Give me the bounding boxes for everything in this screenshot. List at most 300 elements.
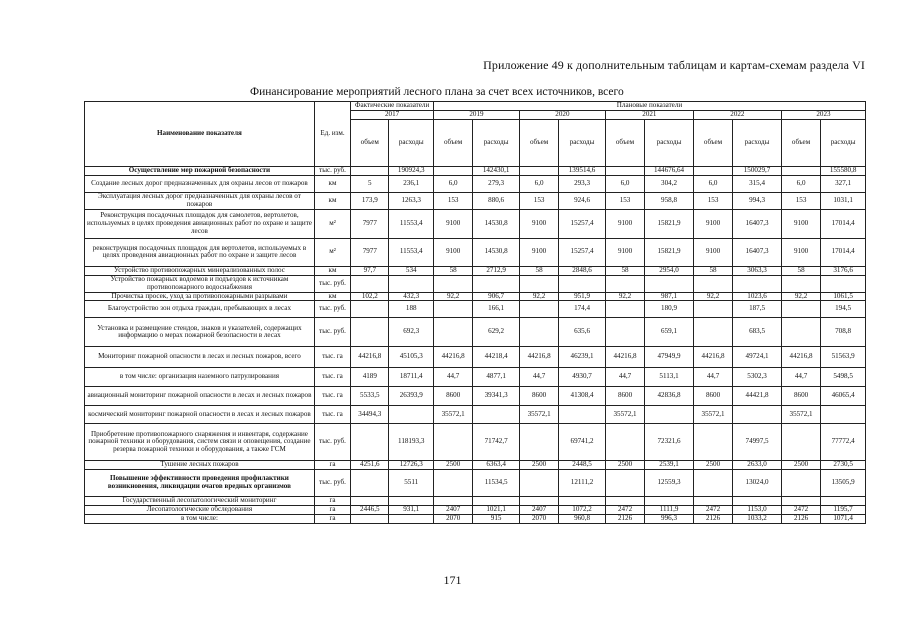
cell-expense: 174,4 — [559, 301, 606, 318]
cell-expense: 15257,4 — [559, 209, 606, 238]
cell-expense: 69741,2 — [559, 424, 606, 461]
cell-expense: 3063,3 — [733, 266, 782, 275]
cell-expense: 2712,9 — [473, 266, 520, 275]
header-planned: Плановые показатели — [433, 102, 865, 111]
cell-volume: 34494,3 — [351, 406, 389, 424]
cell-volume: 6,0 — [781, 175, 820, 192]
cell-volume — [605, 318, 644, 347]
cell-volume: 44216,8 — [605, 347, 644, 368]
header-unit: Ед. изм. — [314, 102, 350, 167]
cell-volume: 44,7 — [693, 368, 732, 387]
cell-expense: 4930,7 — [559, 368, 606, 387]
cell-volume: 2472 — [605, 505, 644, 514]
header-volume: объем — [693, 120, 732, 167]
row-indicator-name: реконструкция посадочных площадок для вертолетов, используемых в целях проведения авиационных работ по охране и защите лесов — [85, 238, 315, 266]
row-unit: га — [314, 505, 350, 514]
table-row — [85, 275, 866, 292]
row-indicator-name: Прочистка просек, уход за противопожарными разрывами — [85, 292, 315, 301]
row-unit: тыс. руб. — [314, 275, 350, 292]
cell-volume — [519, 301, 558, 318]
cell-expense: 1061,5 — [821, 292, 866, 301]
table-row — [85, 167, 866, 176]
row-unit: м² — [314, 238, 350, 266]
cell-expense: 2448,5 — [559, 461, 606, 470]
header-volume: объем — [605, 120, 644, 167]
cell-volume: 92,2 — [605, 292, 644, 301]
cell-expense: 44421,8 — [733, 387, 782, 406]
cell-volume: 173,9 — [351, 192, 389, 209]
header-actual: Фактические показатели — [351, 102, 434, 111]
cell-volume: 35572,1 — [693, 406, 732, 424]
cell-volume — [519, 497, 558, 506]
cell-volume: 9100 — [605, 209, 644, 238]
cell-volume: 6,0 — [519, 175, 558, 192]
cell-expense: 692,3 — [389, 318, 434, 347]
cell-expense: 987,1 — [645, 292, 694, 301]
cell-volume: 153 — [605, 192, 644, 209]
cell-volume — [433, 318, 472, 347]
cell-expense — [473, 497, 520, 506]
cell-expense: 150029,7 — [733, 167, 782, 176]
cell-expense: 304,2 — [645, 175, 694, 192]
header-volume: объем — [519, 120, 558, 167]
table-row — [85, 238, 866, 266]
cell-volume — [351, 275, 389, 292]
cell-volume: 9100 — [519, 238, 558, 266]
cell-expense — [559, 275, 606, 292]
row-unit: тыс. руб. — [314, 318, 350, 347]
cell-volume: 9100 — [519, 209, 558, 238]
cell-volume: 2070 — [519, 514, 558, 523]
table-row — [85, 461, 866, 470]
header-volume: объем — [351, 120, 389, 167]
row-unit: тыс. руб. — [314, 167, 350, 176]
cell-volume — [351, 497, 389, 506]
cell-expense — [389, 275, 434, 292]
row-indicator-name: Осуществление мер пожарной безопасности — [85, 167, 315, 176]
cell-volume — [605, 497, 644, 506]
cell-expense: 951,9 — [559, 292, 606, 301]
table-row — [85, 192, 866, 209]
cell-expense: 49724,1 — [733, 347, 782, 368]
cell-volume — [519, 318, 558, 347]
cell-expense: 915 — [473, 514, 520, 523]
cell-volume: 35572,1 — [781, 406, 820, 424]
cell-volume: 2500 — [433, 461, 472, 470]
cell-volume: 2126 — [693, 514, 732, 523]
cell-expense: 4877,1 — [473, 368, 520, 387]
cell-expense: 74997,5 — [733, 424, 782, 461]
cell-volume: 2126 — [605, 514, 644, 523]
cell-volume — [693, 424, 732, 461]
cell-expense: 1071,4 — [821, 514, 866, 523]
row-indicator-name: Мониторинг пожарной опасности в лесах и лесных пожаров, всего — [85, 347, 315, 368]
row-unit: га — [314, 461, 350, 470]
cell-volume — [351, 514, 389, 523]
cell-expense: 659,1 — [645, 318, 694, 347]
cell-volume: 2407 — [519, 505, 558, 514]
cell-expense — [733, 497, 782, 506]
cell-volume: 35572,1 — [519, 406, 558, 424]
cell-expense: 958,8 — [645, 192, 694, 209]
cell-expense: 1111,9 — [645, 505, 694, 514]
cell-expense: 18711,4 — [389, 368, 434, 387]
header-year-2017: 2017 — [351, 111, 434, 120]
cell-volume: 2070 — [433, 514, 472, 523]
cell-volume: 153 — [693, 192, 732, 209]
cell-expense: 708,8 — [821, 318, 866, 347]
cell-expense: 2954,0 — [645, 266, 694, 275]
cell-volume — [351, 301, 389, 318]
header-expense: расходы — [821, 120, 866, 167]
cell-expense: 1263,3 — [389, 192, 434, 209]
table-row — [85, 387, 866, 406]
cell-volume: 8600 — [693, 387, 732, 406]
row-unit: тыс. га — [314, 387, 350, 406]
cell-expense: 13505,9 — [821, 470, 866, 497]
table-row — [85, 301, 866, 318]
row-indicator-name: Повышение эффективности проведения профилактики возникновения, ликвидации очагов вредных организмов — [85, 470, 315, 497]
cell-volume: 153 — [781, 192, 820, 209]
cell-volume: 58 — [519, 266, 558, 275]
cell-volume: 8600 — [433, 387, 472, 406]
cell-volume: 9100 — [433, 238, 472, 266]
cell-volume: 6,0 — [433, 175, 472, 192]
cell-expense: 2539,1 — [645, 461, 694, 470]
cell-expense: 5113,1 — [645, 368, 694, 387]
cell-volume: 9100 — [781, 238, 820, 266]
cell-expense: 45105,3 — [389, 347, 434, 368]
cell-expense: 1195,7 — [821, 505, 866, 514]
cell-volume — [433, 275, 472, 292]
cell-volume: 44216,8 — [519, 347, 558, 368]
cell-volume: 2446,5 — [351, 505, 389, 514]
cell-volume — [433, 167, 472, 176]
row-indicator-name: Реконструкция посадочных площадок для самолетов, вертолетов, используемых в целях проведения авиационных работ по охране и защите лесов — [85, 209, 315, 238]
cell-volume: 44,7 — [781, 368, 820, 387]
financing-table — [84, 101, 866, 524]
header-year-2023: 2023 — [781, 111, 865, 120]
row-unit: тыс. руб. — [314, 424, 350, 461]
cell-expense: 194,5 — [821, 301, 866, 318]
header-indicator-name: Наименование показателя — [85, 102, 315, 167]
cell-volume — [693, 275, 732, 292]
cell-expense: 13024,0 — [733, 470, 782, 497]
cell-volume — [781, 424, 820, 461]
cell-expense: 180,9 — [645, 301, 694, 318]
cell-expense: 880,6 — [473, 192, 520, 209]
table-row — [85, 514, 866, 523]
cell-expense: 279,3 — [473, 175, 520, 192]
cell-expense: 2730,5 — [821, 461, 866, 470]
cell-expense: 47949,9 — [645, 347, 694, 368]
cell-expense: 2633,0 — [733, 461, 782, 470]
cell-expense: 77772,4 — [821, 424, 866, 461]
table-row — [85, 347, 866, 368]
cell-volume: 58 — [693, 266, 732, 275]
cell-expense: 16407,3 — [733, 209, 782, 238]
cell-volume: 58 — [781, 266, 820, 275]
cell-volume: 9100 — [433, 209, 472, 238]
cell-volume — [781, 497, 820, 506]
cell-volume: 97,7 — [351, 266, 389, 275]
header-year-2021: 2021 — [605, 111, 693, 120]
cell-expense: 26393,9 — [389, 387, 434, 406]
cell-expense — [733, 275, 782, 292]
cell-expense: 12726,3 — [389, 461, 434, 470]
cell-volume — [781, 167, 820, 176]
cell-volume: 2472 — [693, 505, 732, 514]
cell-expense: 39341,3 — [473, 387, 520, 406]
cell-expense: 51563,9 — [821, 347, 866, 368]
header-volume: объем — [433, 120, 472, 167]
cell-volume: 44216,8 — [781, 347, 820, 368]
header-expense: расходы — [645, 120, 694, 167]
cell-expense: 17014,4 — [821, 209, 866, 238]
cell-expense: 11553,4 — [389, 238, 434, 266]
cell-volume — [519, 167, 558, 176]
cell-volume: 5533,5 — [351, 387, 389, 406]
cell-expense: 960,8 — [559, 514, 606, 523]
cell-expense: 5498,5 — [821, 368, 866, 387]
cell-expense: 46239,1 — [559, 347, 606, 368]
table-row — [85, 292, 866, 301]
cell-expense — [821, 275, 866, 292]
cell-volume — [519, 470, 558, 497]
cell-expense: 15821,9 — [645, 238, 694, 266]
row-unit: тыс. га — [314, 406, 350, 424]
cell-volume — [351, 318, 389, 347]
cell-expense: 118193,3 — [389, 424, 434, 461]
cell-expense: 931,1 — [389, 505, 434, 514]
cell-volume: 2500 — [605, 461, 644, 470]
cell-expense: 1072,2 — [559, 505, 606, 514]
cell-volume: 4189 — [351, 368, 389, 387]
row-indicator-name: Государственный лесопатологический мониторинг — [85, 497, 315, 506]
cell-expense: 1031,1 — [821, 192, 866, 209]
cell-expense — [645, 497, 694, 506]
table-row — [85, 368, 866, 387]
header-expense: расходы — [473, 120, 520, 167]
cell-expense — [821, 406, 866, 424]
row-unit: тыс. га — [314, 347, 350, 368]
row-unit: км — [314, 292, 350, 301]
table-row — [85, 406, 866, 424]
cell-volume — [519, 424, 558, 461]
cell-expense: 11553,4 — [389, 209, 434, 238]
cell-volume — [693, 497, 732, 506]
row-indicator-name: в том числе: организация наземного патрулирования — [85, 368, 315, 387]
cell-volume: 44216,8 — [351, 347, 389, 368]
cell-volume: 35572,1 — [605, 406, 644, 424]
cell-volume: 9100 — [693, 238, 732, 266]
cell-volume — [693, 470, 732, 497]
row-unit: тыс. руб. — [314, 301, 350, 318]
cell-expense — [389, 406, 434, 424]
row-indicator-name: Благоустройство зон отдыха граждан, пребывающих в лесах — [85, 301, 315, 318]
header-expense: расходы — [733, 120, 782, 167]
cell-volume — [781, 318, 820, 347]
cell-volume — [605, 424, 644, 461]
cell-expense: 236,1 — [389, 175, 434, 192]
cell-expense — [389, 497, 434, 506]
cell-expense: 629,2 — [473, 318, 520, 347]
appendix-caption: Приложение 49 к дополнительным таблицам и картам-схемам раздела VI — [483, 58, 865, 72]
table-row — [85, 505, 866, 514]
cell-volume — [781, 275, 820, 292]
cell-expense: 1033,2 — [733, 514, 782, 523]
cell-volume: 44,7 — [433, 368, 472, 387]
page-number: 171 — [443, 573, 462, 587]
cell-volume: 4251,6 — [351, 461, 389, 470]
cell-expense: 534 — [389, 266, 434, 275]
cell-expense — [645, 406, 694, 424]
header-year-2020: 2020 — [519, 111, 605, 120]
row-indicator-name: Приобретение противопожарного снаряжения и инвентаря, содержание пожарной техники и оборудования, систем связи и оповещения, создание резерва пожарной техники и оборудования, а также ГСМ — [85, 424, 315, 461]
cell-volume: 44,7 — [519, 368, 558, 387]
cell-volume — [605, 470, 644, 497]
cell-volume: 2126 — [781, 514, 820, 523]
cell-expense: 996,3 — [645, 514, 694, 523]
cell-volume: 7977 — [351, 238, 389, 266]
cell-volume — [351, 470, 389, 497]
cell-volume — [605, 275, 644, 292]
cell-volume: 6,0 — [605, 175, 644, 192]
cell-volume: 8600 — [519, 387, 558, 406]
cell-expense: 994,3 — [733, 192, 782, 209]
cell-expense: 166,1 — [473, 301, 520, 318]
cell-volume: 2500 — [519, 461, 558, 470]
cell-expense: 187,5 — [733, 301, 782, 318]
header-volume: объем — [781, 120, 820, 167]
cell-expense: 139514,6 — [559, 167, 606, 176]
cell-volume — [433, 497, 472, 506]
header-expense: расходы — [389, 120, 434, 167]
cell-volume: 9100 — [693, 209, 732, 238]
cell-expense: 142430,1 — [473, 167, 520, 176]
cell-volume: 35572,1 — [433, 406, 472, 424]
cell-volume — [693, 167, 732, 176]
cell-volume: 153 — [519, 192, 558, 209]
row-unit: га — [314, 514, 350, 523]
cell-volume: 8600 — [605, 387, 644, 406]
cell-expense: 635,6 — [559, 318, 606, 347]
cell-expense: 1023,6 — [733, 292, 782, 301]
cell-volume: 102,2 — [351, 292, 389, 301]
cell-volume — [433, 301, 472, 318]
cell-expense: 46065,4 — [821, 387, 866, 406]
cell-expense — [389, 514, 434, 523]
cell-expense: 432,3 — [389, 292, 434, 301]
table-body — [85, 167, 866, 524]
cell-expense: 5302,3 — [733, 368, 782, 387]
cell-expense: 41308,4 — [559, 387, 606, 406]
cell-expense — [821, 497, 866, 506]
cell-volume — [781, 470, 820, 497]
cell-expense: 12559,3 — [645, 470, 694, 497]
table-row — [85, 470, 866, 497]
cell-volume — [693, 318, 732, 347]
row-indicator-name: Тушение лесных пожаров — [85, 461, 315, 470]
cell-expense: 188 — [389, 301, 434, 318]
table-row — [85, 266, 866, 275]
cell-volume: 7977 — [351, 209, 389, 238]
cell-expense — [559, 406, 606, 424]
row-unit: км — [314, 192, 350, 209]
cell-volume: 44216,8 — [433, 347, 472, 368]
cell-volume: 44,7 — [605, 368, 644, 387]
row-indicator-name: Установка и размещение стендов, знаков и указателей, содержащих информацию о мерах пожарной безопасности в лесах — [85, 318, 315, 347]
cell-expense — [473, 406, 520, 424]
table-row — [85, 209, 866, 238]
header-expense: расходы — [559, 120, 606, 167]
cell-volume — [433, 424, 472, 461]
cell-expense: 327,1 — [821, 175, 866, 192]
table-row — [85, 497, 866, 506]
cell-expense — [733, 406, 782, 424]
cell-expense — [473, 275, 520, 292]
cell-volume: 92,2 — [693, 292, 732, 301]
cell-expense: 3176,6 — [821, 266, 866, 275]
row-unit: км — [314, 266, 350, 275]
cell-expense: 144676,64 — [645, 167, 694, 176]
row-indicator-name: в том числе: — [85, 514, 315, 523]
cell-expense: 12111,2 — [559, 470, 606, 497]
cell-expense: 315,4 — [733, 175, 782, 192]
cell-volume: 2407 — [433, 505, 472, 514]
cell-volume: 8600 — [781, 387, 820, 406]
table-title: Финансирование мероприятий лесного плана за счет всех источников, всего — [250, 86, 624, 98]
cell-expense — [645, 275, 694, 292]
row-unit: км — [314, 175, 350, 192]
cell-expense: 42836,8 — [645, 387, 694, 406]
cell-expense: 155580,8 — [821, 167, 866, 176]
cell-expense: 190924,3 — [389, 167, 434, 176]
cell-expense: 906,7 — [473, 292, 520, 301]
cell-volume — [351, 167, 389, 176]
cell-expense: 1153,0 — [733, 505, 782, 514]
cell-expense: 1021,1 — [473, 505, 520, 514]
cell-volume — [351, 424, 389, 461]
cell-expense: 5511 — [389, 470, 434, 497]
cell-expense: 293,3 — [559, 175, 606, 192]
cell-expense: 924,6 — [559, 192, 606, 209]
cell-volume: 9100 — [781, 209, 820, 238]
cell-expense: 14530,8 — [473, 209, 520, 238]
cell-volume: 5 — [351, 175, 389, 192]
cell-volume — [519, 275, 558, 292]
cell-volume: 9100 — [605, 238, 644, 266]
row-indicator-name: авиационный мониторинг пожарной опасности в лесах и лесных пожаров — [85, 387, 315, 406]
row-indicator-name: космический мониторинг пожарной опасности в лесах и лесных пожаров — [85, 406, 315, 424]
row-unit: тыс. га — [314, 368, 350, 387]
cell-volume: 2500 — [781, 461, 820, 470]
cell-volume — [781, 301, 820, 318]
cell-volume: 44216,8 — [693, 347, 732, 368]
cell-volume: 92,2 — [519, 292, 558, 301]
cell-expense: 15821,9 — [645, 209, 694, 238]
cell-expense: 11534,5 — [473, 470, 520, 497]
cell-expense: 72321,6 — [645, 424, 694, 461]
row-unit: га — [314, 497, 350, 506]
cell-volume: 58 — [433, 266, 472, 275]
header-year-2019: 2019 — [433, 111, 519, 120]
row-indicator-name: Создание лесных дорог предназначенных для охраны лесов от пожаров — [85, 175, 315, 192]
cell-volume: 2472 — [781, 505, 820, 514]
cell-volume: 58 — [605, 266, 644, 275]
row-indicator-name: Устройство противопожарных минерализованных полос — [85, 266, 315, 275]
cell-volume: 2500 — [693, 461, 732, 470]
